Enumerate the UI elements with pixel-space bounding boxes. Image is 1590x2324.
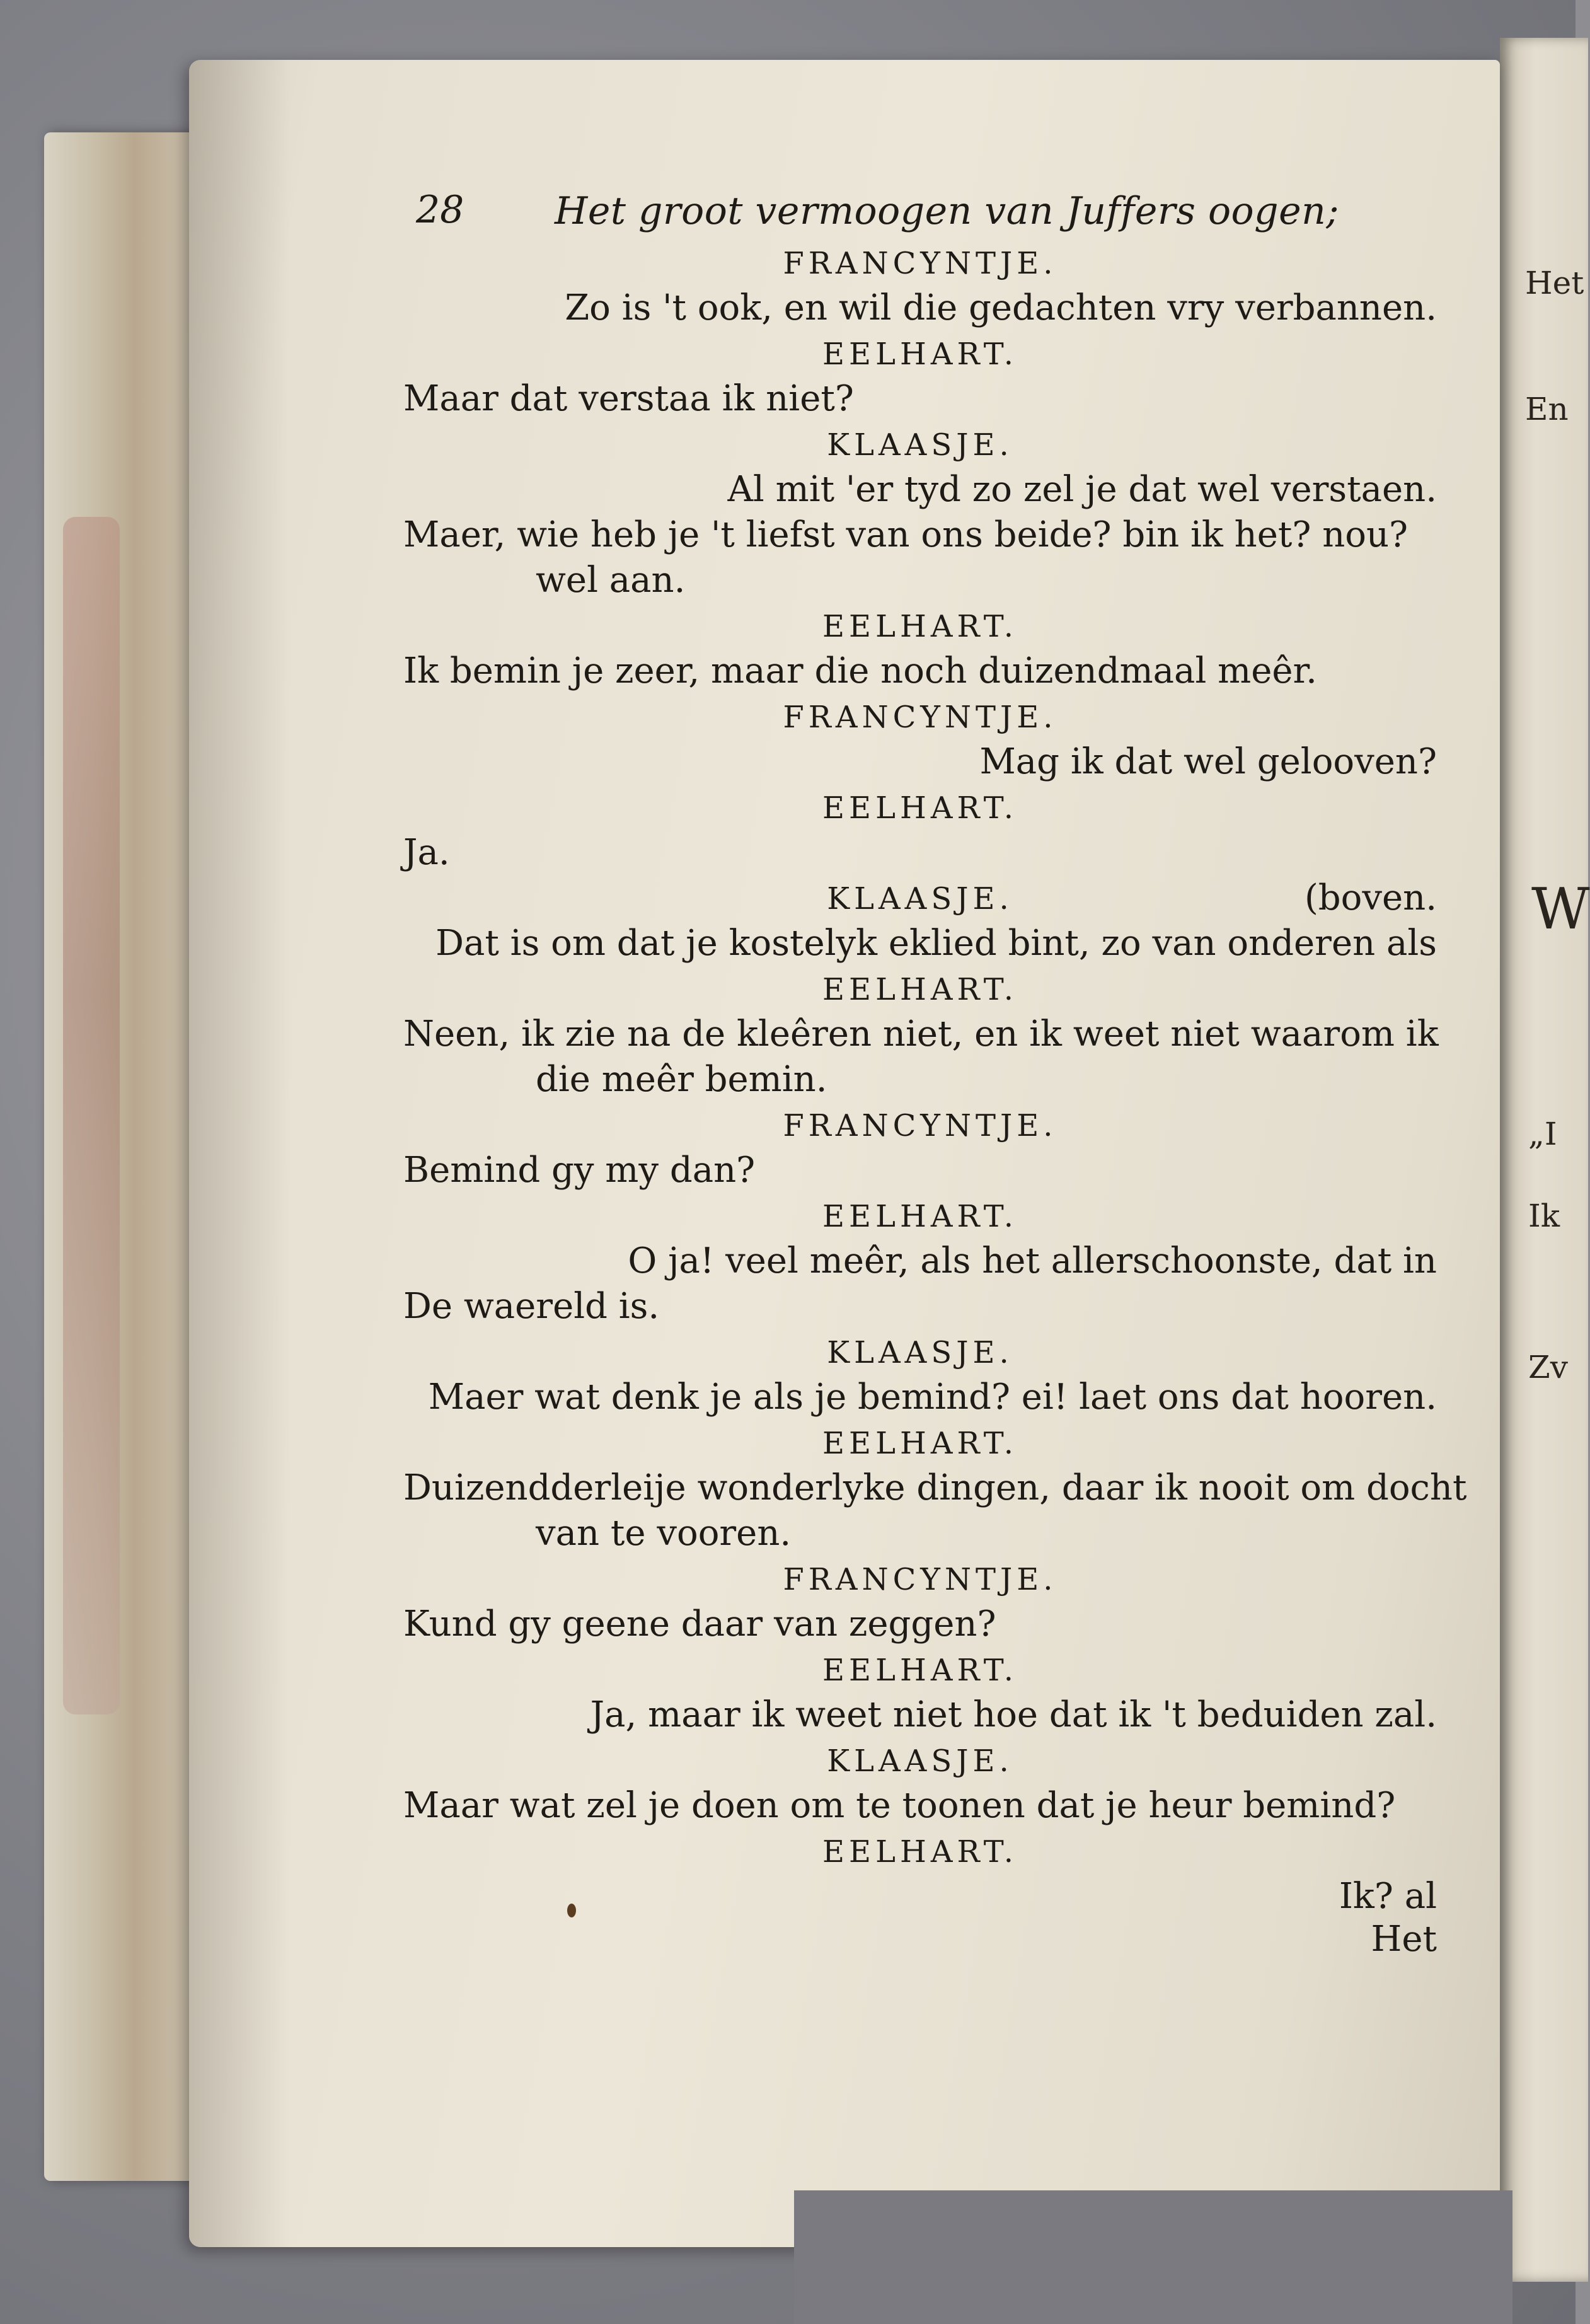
page-number: 28 <box>416 188 464 232</box>
text-line <box>403 1193 1437 1238</box>
dialogue-continuation: die meêr bemin. <box>536 1059 827 1100</box>
page-text <box>403 183 1467 2001</box>
text-line <box>403 1283 1437 1329</box>
speaker-name: KLAASJE. <box>827 427 1013 463</box>
speaker-name: EELHART. <box>822 1834 1018 1870</box>
dialogue-line: Ja. <box>403 832 450 873</box>
speaker-name: KLAASJE. <box>827 1335 1013 1370</box>
running-title: Het groot vermoogen van Juffers oogen; <box>555 189 1339 233</box>
dialogue-line: De waereld is. <box>403 1286 660 1327</box>
text-line <box>403 920 1437 966</box>
text-line <box>403 1147 1437 1193</box>
facing-fragment: En <box>1525 391 1569 427</box>
text-line <box>403 693 1437 739</box>
text-line <box>403 1374 1437 1419</box>
text-line <box>403 739 1437 784</box>
text-line <box>403 784 1437 830</box>
text-line <box>403 1783 1437 1828</box>
dialogue-continuation: van te vooren. <box>536 1513 792 1554</box>
facing-fragment: Ik <box>1528 1198 1560 1234</box>
text-line <box>403 421 1437 466</box>
text-line <box>403 1510 1437 1556</box>
speaker-name: EELHART. <box>822 790 1018 826</box>
catchword-line <box>403 1919 1437 2001</box>
catchword: Het <box>1371 1919 1437 1960</box>
dialogue-line: Maer, wie heb je 't liefst van ons beide? bin ik het? nou? <box>403 514 1409 555</box>
page-header <box>403 183 1437 240</box>
facing-fragment: W <box>1531 876 1590 942</box>
dialogue-line: Maer wat denk je als je bemind? ei! laet ons dat hooren. <box>428 1377 1437 1418</box>
speaker-name: EELHART. <box>822 972 1018 1007</box>
text-line <box>403 830 1437 875</box>
text-line <box>403 376 1437 421</box>
text-line <box>403 1556 1437 1601</box>
speaker-name: FRANCYNTJE. <box>783 246 1057 281</box>
text-line <box>403 1601 1437 1646</box>
text-line <box>403 330 1437 376</box>
text-line <box>403 966 1437 1011</box>
text-line <box>403 1329 1437 1374</box>
ink-spot <box>567 1904 576 1917</box>
speaker-name: EELHART. <box>822 1199 1018 1234</box>
table-corner <box>794 2190 1512 2324</box>
text-line <box>403 1737 1437 1783</box>
speaker-name: FRANCYNTJE. <box>783 700 1057 735</box>
text-line <box>403 1056 1437 1102</box>
text-line <box>403 1465 1467 1510</box>
text-line <box>403 1011 1437 1056</box>
speaker-name: EELHART. <box>822 1426 1018 1461</box>
text-line <box>403 240 1437 285</box>
dialogue-line: Mag ik dat wel gelooven? <box>979 741 1437 782</box>
text-line <box>403 1828 1437 1873</box>
dialogue-line: Maar dat verstaa ik niet? <box>403 378 854 419</box>
text-line <box>403 557 1437 603</box>
dialogue-line: Ik bemin je zeer, maar die noch duizendmaal meêr. <box>403 650 1317 691</box>
text-line <box>403 1646 1437 1692</box>
facing-page <box>1500 38 1588 2282</box>
dialogue-line: Ik? al <box>1339 1876 1437 1917</box>
speaker-name: FRANCYNTJE. <box>783 1108 1057 1143</box>
speaker-name: FRANCYNTJE. <box>783 1562 1057 1597</box>
text-line <box>403 1419 1437 1465</box>
stage-direction: (boven. <box>1304 877 1437 918</box>
dialogue-line: Maar wat zel je doen om te toonen dat je heur bemind? <box>403 1785 1396 1826</box>
dialogue-line: Kund gy geene daar van zeggen? <box>403 1604 996 1645</box>
dialogue-line: Zo is 't ook, en wil die gedachten vry verbannen. <box>565 287 1437 328</box>
text-line <box>403 1102 1437 1147</box>
dialogue-lines <box>403 240 1467 1919</box>
dialogue-line: O ja! veel meêr, als het allerschoonste, dat in <box>628 1240 1437 1281</box>
text-line <box>403 648 1437 693</box>
text-line <box>403 466 1437 512</box>
edge-stain <box>63 517 120 1714</box>
text-line <box>403 875 1437 920</box>
text-line <box>403 512 1437 557</box>
speaker-name: EELHART. <box>822 1653 1018 1688</box>
text-line <box>403 285 1437 330</box>
dialogue-line: Al mit 'er tyd zo zel je dat wel verstaen. <box>727 469 1437 510</box>
text-line <box>403 603 1437 648</box>
text-line <box>403 1873 1437 1919</box>
page-gutter-shadow <box>189 60 290 2247</box>
speaker-name: EELHART. <box>822 337 1018 372</box>
facing-fragment: Zv <box>1528 1349 1568 1385</box>
dialogue-line: Dat is om dat je kostelyk eklied bint, zo van onderen als <box>435 923 1437 964</box>
facing-fragment: Het <box>1525 265 1584 301</box>
speaker-name: KLAASJE. <box>827 1743 1013 1779</box>
text-line <box>403 1238 1437 1283</box>
dialogue-line: Neen, ik zie na de kleêren niet, en ik weet niet waarom ik <box>403 1014 1439 1055</box>
dialogue-continuation: wel aan. <box>536 560 686 601</box>
speaker-name: EELHART. <box>822 609 1018 644</box>
dialogue-line: Ja, maar ik weet niet hoe dat ik 't beduiden zal. <box>590 1694 1437 1735</box>
text-line <box>403 1692 1437 1737</box>
facing-fragment: „I <box>1528 1116 1557 1152</box>
dialogue-line: Duizendderleije wonderlyke dingen, daar ik nooit om docht <box>403 1467 1467 1508</box>
dialogue-line: Bemind gy my dan? <box>403 1150 756 1191</box>
speaker-name: KLAASJE. <box>827 881 1013 916</box>
